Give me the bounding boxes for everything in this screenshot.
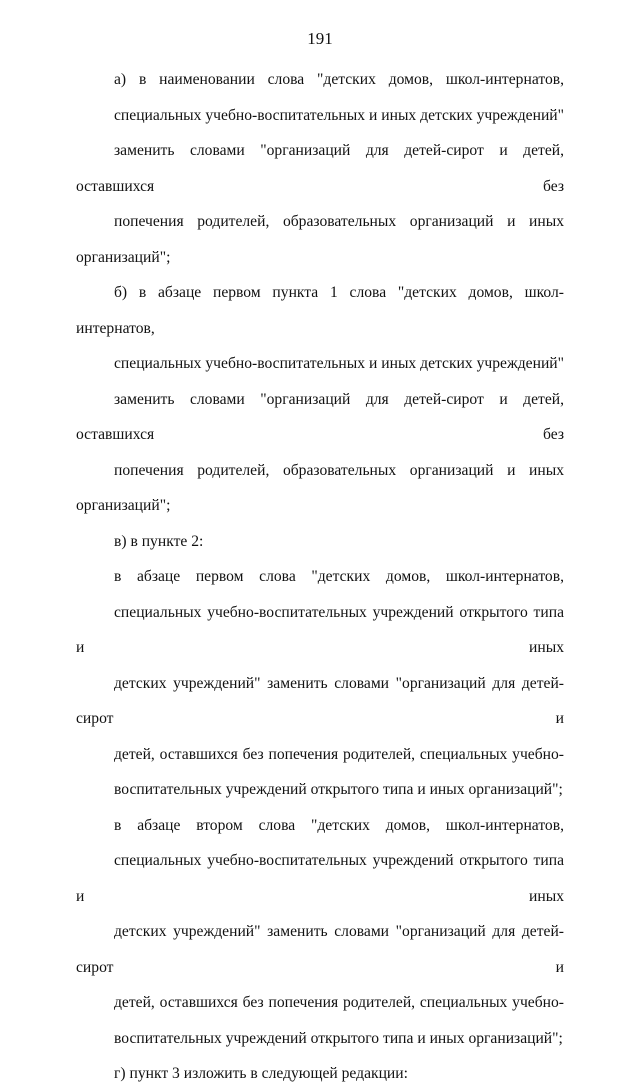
paragraph-line: специальных учебно-воспитательных и иных детских учреждений" (114, 106, 564, 124)
paragraph-b (76, 275, 564, 524)
paragraph-line: детей, оставшихся без попечения родителей, специальных учебно- (114, 745, 564, 763)
paragraph-a (76, 62, 564, 275)
paragraph-line: б) в абзаце первом пункта 1 слова "детских домов, школ-интернатов, (76, 284, 564, 337)
paragraph-line: а) в наименовании слова "детских домов, школ-интернатов, (114, 71, 564, 88)
paragraph-line: специальных учебно-воспитательных учреждений открытого типа и иных (76, 603, 564, 656)
paragraph-line: воспитательных учреждений открытого типа и иных организаций"; (114, 1029, 563, 1047)
paragraph-line: в) в пункте 2: (114, 532, 204, 550)
paragraph-line: в абзаце втором слова "детских домов, школ-интернатов, (114, 816, 564, 834)
paragraph-line: детей, оставшихся без попечения родителей, специальных учебно- (114, 994, 564, 1011)
paragraph-line: в абзаце первом слова "детских домов, школ-интернатов, (114, 568, 564, 585)
paragraph-v (76, 524, 564, 560)
paragraph-line: детских учреждений" заменить словами "организаций для детей-сирот и (76, 923, 564, 976)
paragraph-v-2 (76, 808, 564, 1057)
paragraph-g (76, 1056, 564, 1092)
paragraph-line: г) пункт 3 изложить в следующей редакции: (114, 1065, 408, 1082)
paragraph-line: заменить словами "организаций для детей-сирот и детей, оставшихся без (76, 390, 564, 443)
paragraph-line: заменить словами "организаций для детей-сирот и детей, оставшихся без (76, 142, 564, 195)
paragraph-line: специальных учебно-воспитательных учреждений открытого типа и иных (76, 852, 564, 905)
page-number: 191 (307, 29, 333, 48)
paragraph-v-1 (76, 559, 564, 808)
document-body (76, 62, 564, 1092)
paragraph-line: попечения родителей, образовательных организаций и иных организаций"; (76, 213, 564, 266)
paragraph-line: попечения родителей, образовательных организаций и иных организаций"; (76, 461, 564, 514)
paragraph-line: воспитательных учреждений открытого типа и иных организаций"; (114, 781, 563, 798)
paragraph-line: специальных учебно-воспитательных и иных детских учреждений" (114, 355, 564, 372)
paragraph-line: детских учреждений" заменить словами "организаций для детей-сирот и (76, 674, 564, 727)
